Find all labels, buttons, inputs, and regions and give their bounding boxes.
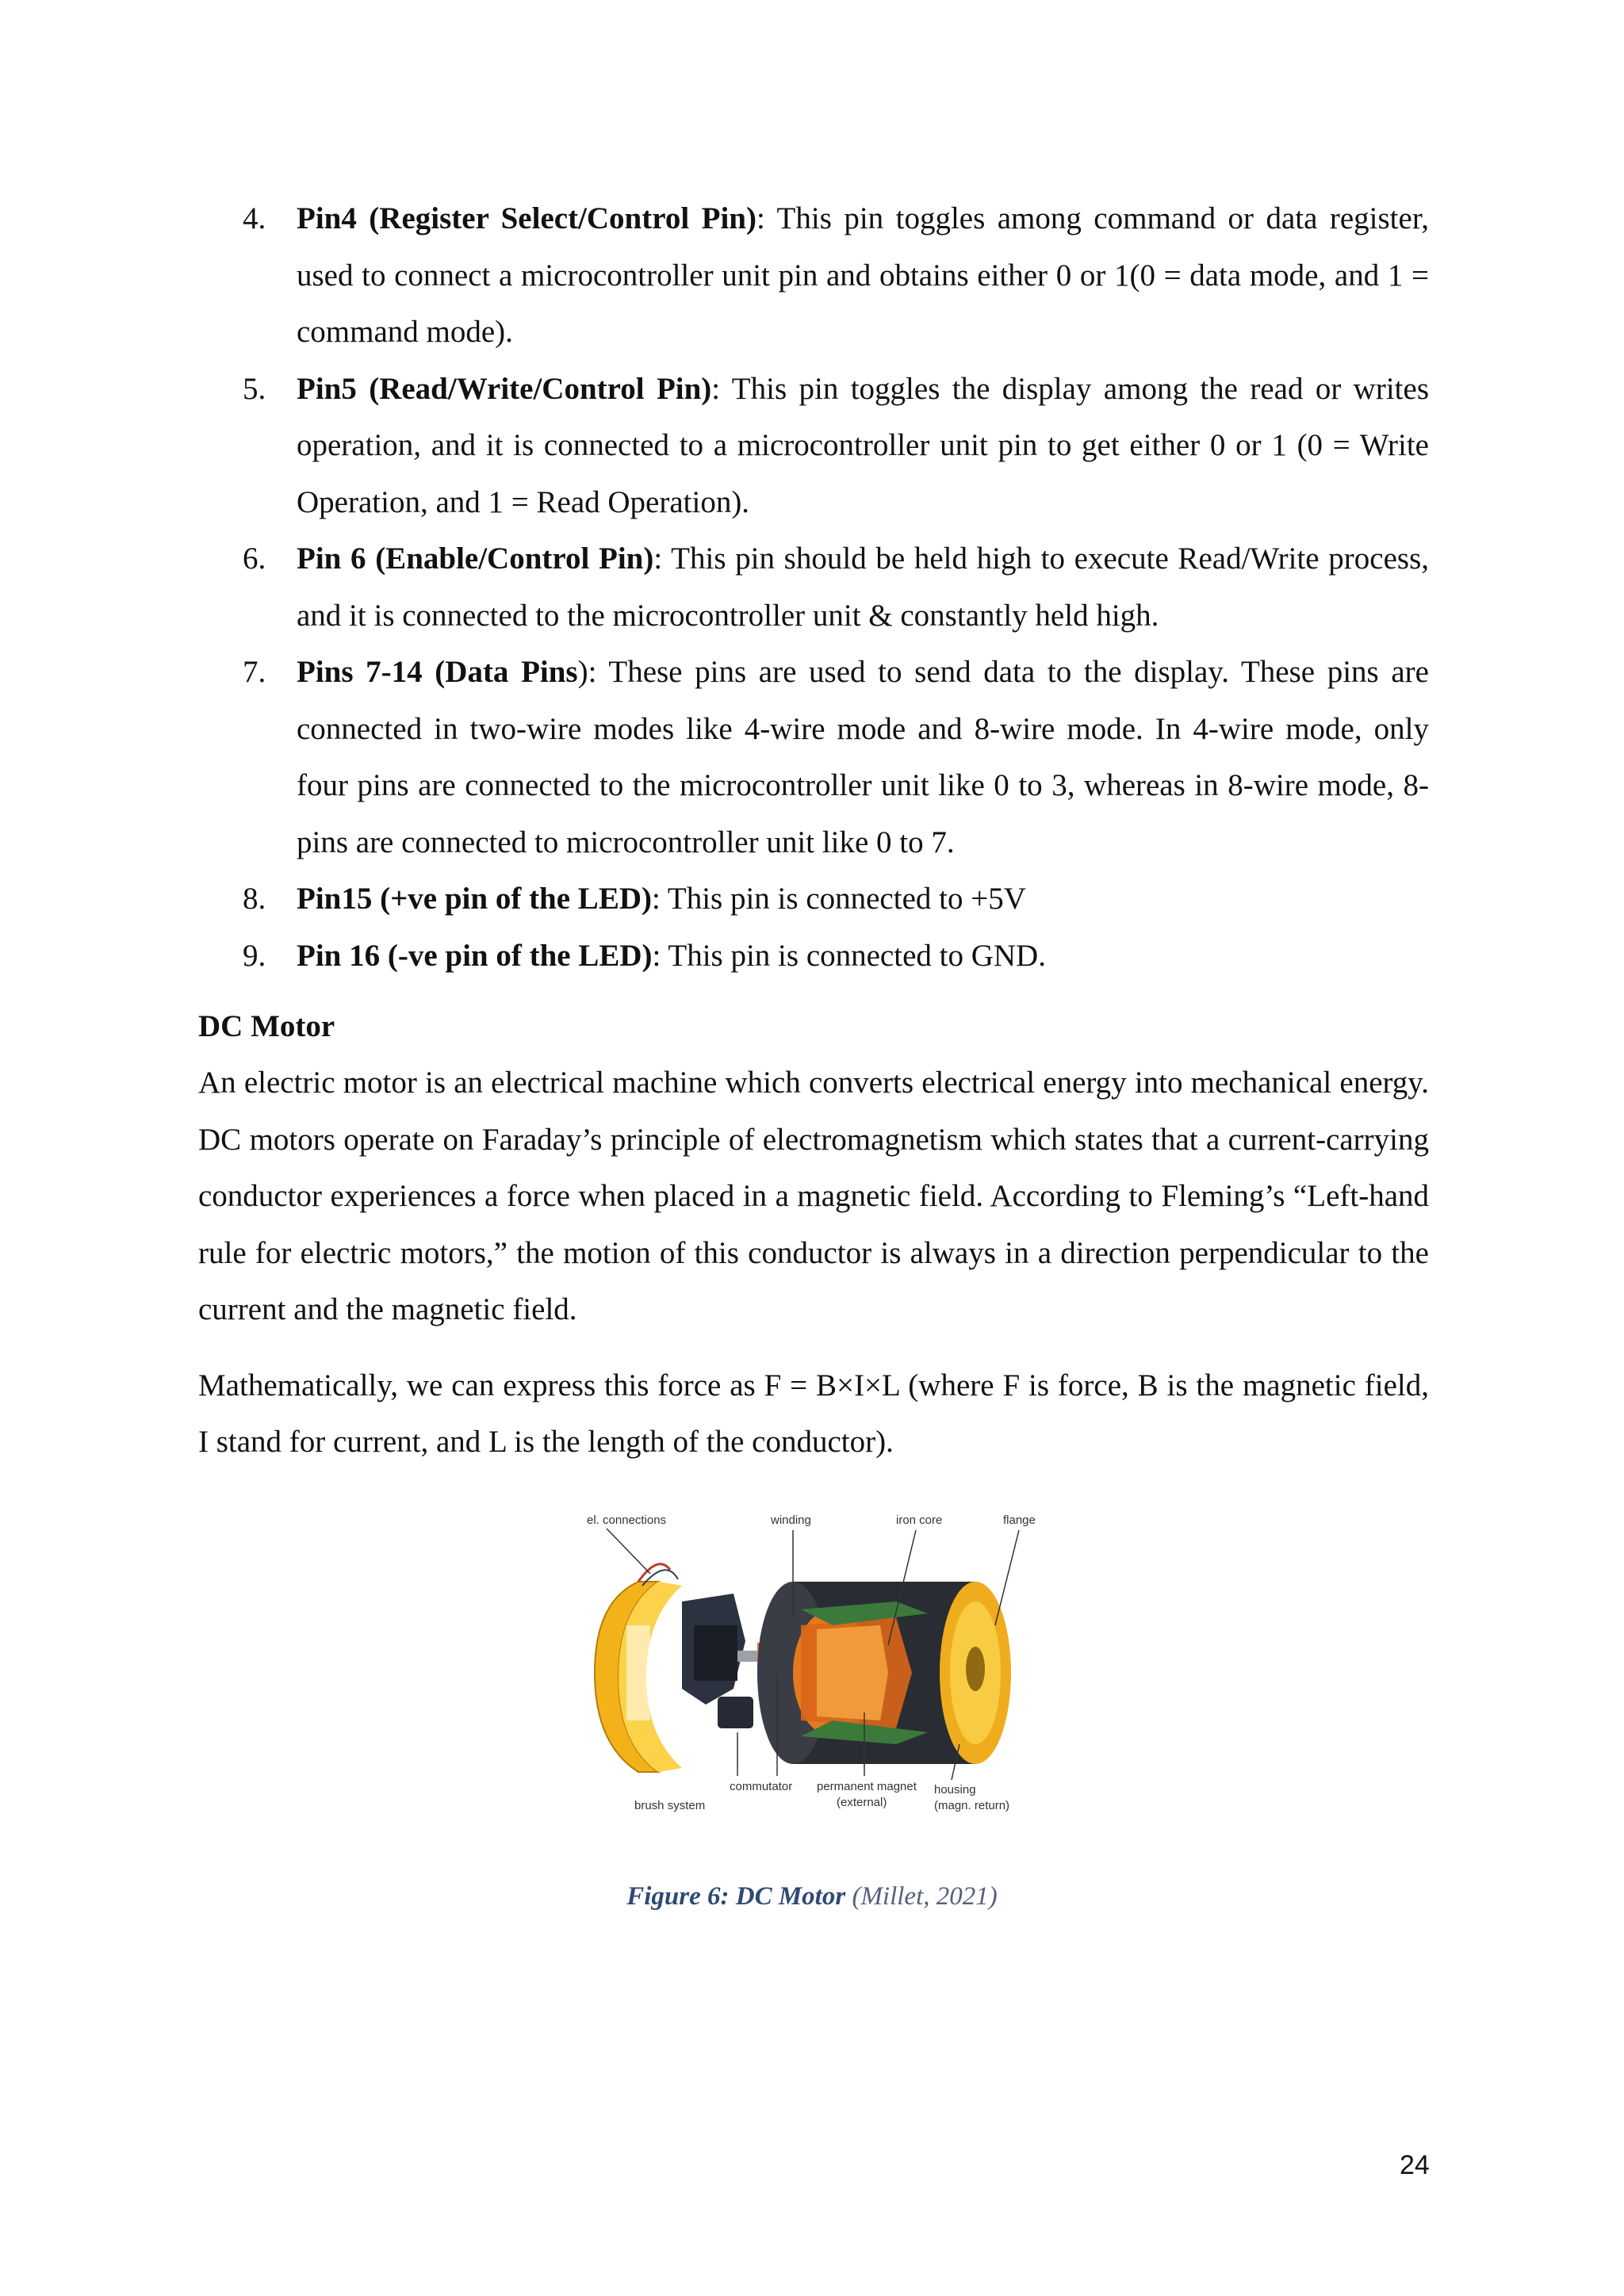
list-item: 7. Pins 7-14 (Data Pins): These pins are used to send data to the display. These pins are connected in two-wire modes like 4-wire mode and 8-wire mode. In 4-wire mode, only four pins are connected to the microcontroller unit like 0 to 3, whereas in 8-wire mode, 8-pins are connected to microcontroller unit like 0 to 7.: [243, 655, 1429, 859]
list-item: 4. Pin4 (Register Select/Control Pin): This pin toggles among command or data register, used to connect a microcontroller unit pin and obtains either 0 or 1(0 = data mode, and 1 = command mode).: [243, 201, 1429, 349]
dc-motor-illustration: [563, 1506, 1071, 1839]
pin-list: [198, 190, 1429, 984]
label-flange: flange: [1003, 1513, 1036, 1527]
caption-label: Figure 6: DC Motor: [626, 1882, 846, 1911]
label-el-connections: el. connections: [587, 1513, 667, 1527]
label-external: (external): [837, 1796, 887, 1809]
paragraph: Mathematically, we can express this force as F = B×I×L (where F is force, B is the magnetic field, I stand for current, and L is the length of the conductor).: [198, 1368, 1429, 1459]
section-heading: DC Motor: [198, 1009, 335, 1043]
page-content: [198, 190, 1429, 1471]
label-iron-core: iron core: [896, 1513, 943, 1527]
label-brush-system: brush system: [634, 1799, 706, 1812]
list-item: 9. Pin 16 (-ve pin of the LED): This pin is connected to GND.: [243, 938, 1046, 973]
label-permanent-magnet: permanent magnet: [817, 1780, 917, 1793]
list-item: 5. Pin5 (Read/Write/Control Pin): This pin toggles the display among the read or writes operation, and it is connected to a microcontroller unit pin to get either 0 or 1 (0 = Write Operation, and 1 = Read Operation).: [243, 371, 1429, 519]
label-housing: housing: [934, 1783, 976, 1797]
figure-caption: [0, 1882, 1624, 1911]
caption-source: (Millet, 2021): [852, 1882, 998, 1911]
pin-description: : This pin is connected to GND.: [652, 938, 1046, 973]
pin-description: : This pin is connected to +5V: [652, 882, 1026, 916]
page-number: 24: [1400, 2150, 1430, 2180]
pin-title: Pin4 (Register Select/Control Pin): [297, 201, 756, 235]
pin-title: Pin 6 (Enable/Control Pin): [297, 541, 654, 576]
pin-description: : This pin should be held high to execute Read/Write process, and it is connected to the microcontroller unit & constantly held high.: [297, 541, 1430, 633]
dc-motor-figure: [563, 1506, 1071, 1839]
label-commutator: commutator: [730, 1780, 793, 1793]
pin-title: Pin15 (+ve pin of the LED): [297, 882, 652, 916]
end-plate-illustration: [595, 1582, 682, 1772]
label-winding: winding: [771, 1513, 811, 1527]
pin-description: : This pin toggles the display among the read or writes operation, and it is connected to a microcontroller unit pin to get either 0 or 1 (0 = Write Operation, and 1 = Read Operation).: [297, 371, 1429, 519]
paragraph: An electric motor is an electrical machine which converts electrical energy into mechanical energy. DC motors operate on Faraday’s principle of electromagnetism which states that a current-carrying conductor experiences a force when placed in a magnetic field. According to Fleming’s “Left-hand rule for electric motors,” the motion of this conductor is always in a direction perpendicular to the current and the magnetic field.: [198, 1066, 1429, 1326]
pin-title: Pin 16 (-ve pin of the LED): [297, 938, 653, 973]
pin-description: ): These pins are used to send data to the display. These pins are connected in two-wire modes like 4-wire mode and 8-wire mode. In 4-wire mode, only four pins are connected to the microcontroller unit like 0 to 3, whereas in 8-wire mode, 8-pins are connected to microcontroller unit like 0 to 7.: [297, 655, 1429, 859]
list-item: 8. Pin15 (+ve pin of the LED): This pin is connected to +5V: [243, 882, 1026, 916]
pin-title: Pin5 (Read/Write/Control Pin): [297, 371, 712, 406]
pin-description: : This pin toggles among command or data register, used to connect a microcontroller unit pin and obtains either 0 or 1(0 = data mode, and 1 = command mode).: [297, 201, 1429, 349]
list-item: 6. Pin 6 (Enable/Control Pin): This pin should be held high to execute Read/Write process, and it is connected to the microcontroller unit & constantly held high.: [243, 541, 1430, 633]
pin-title: Pins 7-14 (Data Pins: [297, 655, 578, 689]
label-magn-return: (magn. return): [934, 1799, 1010, 1812]
